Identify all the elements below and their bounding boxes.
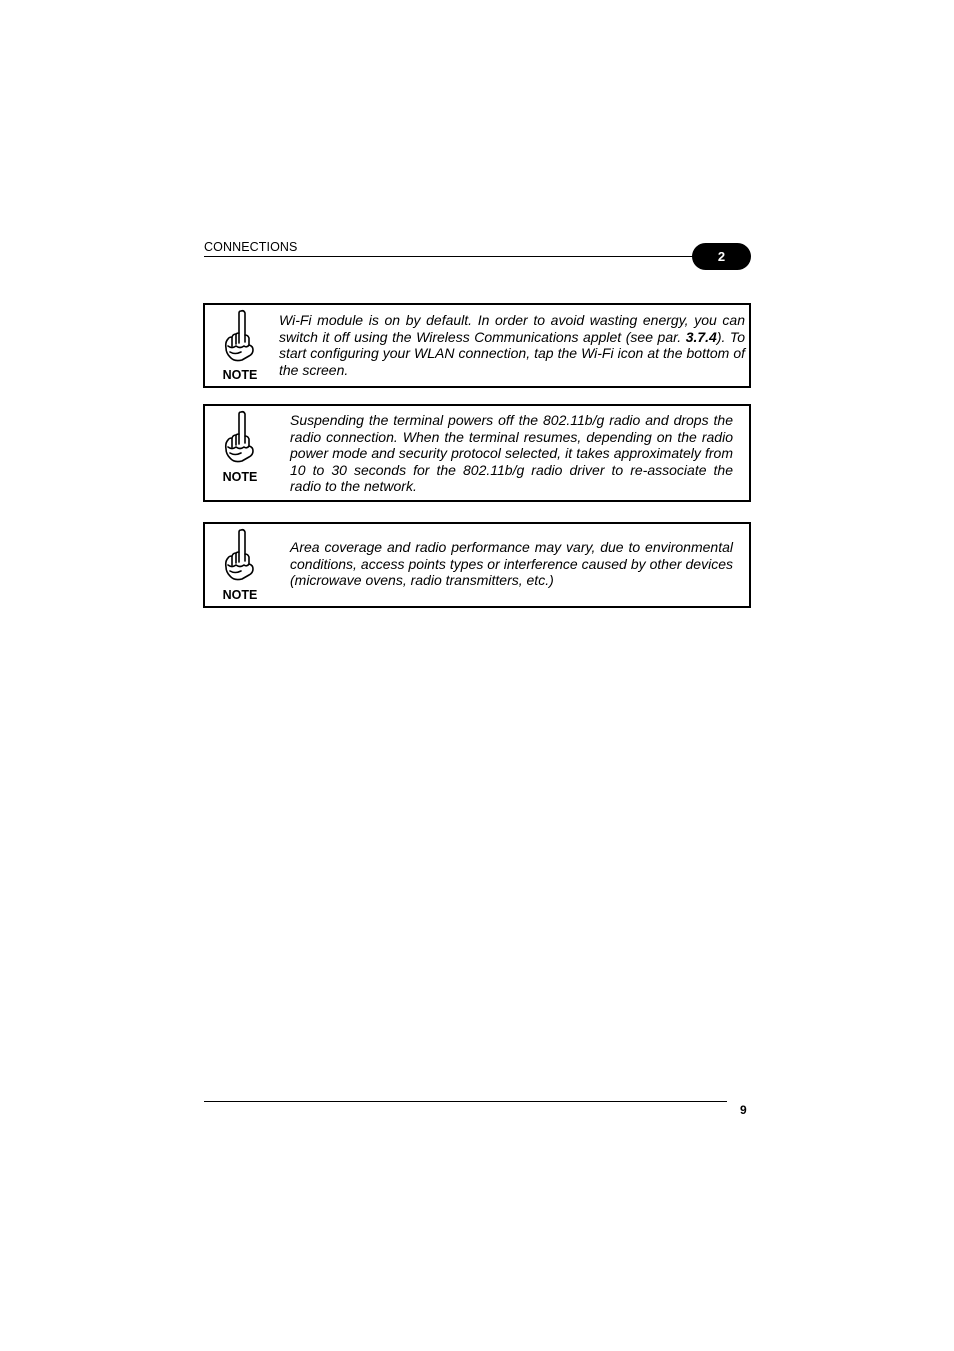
note-box-wifi [203, 303, 751, 388]
pointing-hand-icon [222, 308, 256, 362]
section-title: CONNECTIONS [204, 240, 298, 254]
note-icon-column [205, 406, 275, 500]
note-icon-column [205, 305, 275, 386]
note-label: NOTE [222, 588, 258, 602]
note-box-coverage [203, 522, 751, 608]
note-text: Area coverage and radio performance may vary, due to environmental conditions, access points types or interference caused by other devices (microwave ovens, radio transmitters, etc.) [290, 539, 733, 589]
header-rule [204, 256, 700, 257]
note-text: Suspending the terminal powers off the 802.11b/g radio and drops the radio connection. When the terminal resumes, depending on the radio power mode and security protocol selected, it takes approximately from 10 to 30 seconds for the 802.11b/g radio driver to re-associate the radio to the network. [290, 412, 733, 495]
pointing-hand-icon [222, 527, 256, 581]
chapter-badge: 2 [692, 243, 751, 270]
page-number: 9 [740, 1103, 747, 1117]
note-label: NOTE [222, 368, 258, 382]
paragraph-reference: 3.7.4 [685, 328, 717, 345]
note-text-part: ). To start configuring your WLAN connection, tap the Wi-Fi icon at the bottom of the screen. [279, 328, 745, 378]
note-box-suspend [203, 404, 751, 502]
note-text-part: Wi-Fi module is on by default. In order to avoid wasting energy, you can switch it off using the Wireless Communications applet (see par. [279, 312, 745, 345]
note-text [279, 312, 745, 378]
note-icon-column [205, 524, 275, 606]
footer-rule [204, 1101, 727, 1102]
pointing-hand-icon [222, 409, 256, 463]
note-label: NOTE [222, 470, 258, 484]
